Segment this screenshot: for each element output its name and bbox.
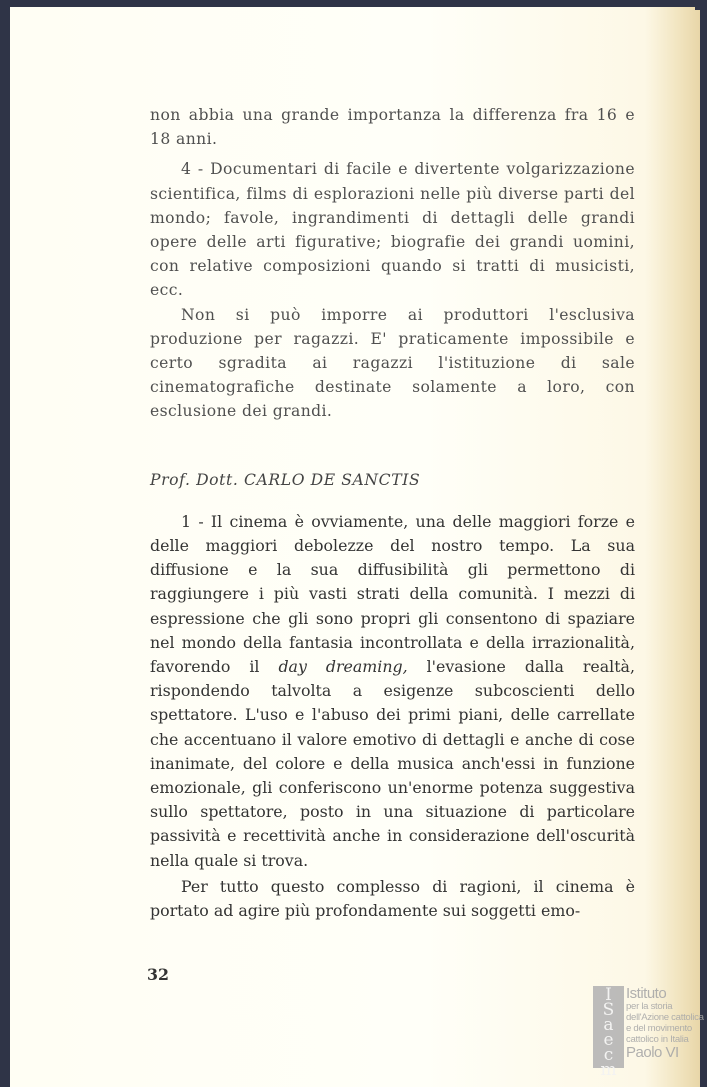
paragraph-item-4: 4 - Documentari di facile e divertente volgarizzazione scientifica, films di esplorazioni nelle più diverse parti del mondo; favole, ingrandimenti di dettagli delle grandi opere delle arti figurative; biografie dei grandi uomini, con relative composizioni quando si tratti di musicisti, ecc. bbox=[150, 160, 635, 300]
watermark-isacem bbox=[593, 985, 705, 1080]
logo-letter: e bbox=[603, 1030, 614, 1050]
logo-letter: I bbox=[605, 985, 612, 1005]
item-1-text-a: 1 - Il cinema è ovviamente, una delle maggiori forze e delle maggiori debolezze del nostro tempo. La sua diffusione e la sua diffusibilità gli permettono di raggiungere i più vasti strati della comunità. I mezzi di espressione che gli sono propri gli consentono di spaziare nel mondo della fantasia incontrollata e della irrazionalità, favorendo il bbox=[150, 511, 635, 677]
item-1-emphasis: day dreaming, bbox=[278, 657, 408, 677]
paragraph-producers: Non si può imporre ai produttori l'esclusiva produzione per ragazzi. E' praticamente impossibile e certo sgradita ai ragazzi l'istituzione di sale cinematografiche destinate solamente a loro, con esclusione dei grandi. bbox=[150, 305, 635, 421]
logo-letter: S bbox=[602, 1000, 615, 1020]
page-number: 32 bbox=[147, 965, 169, 984]
watermark-text bbox=[626, 986, 704, 1060]
logo-letter: c bbox=[603, 1045, 614, 1065]
watermark-line: dell'Azione cattolica bbox=[626, 1012, 704, 1023]
paragraph-continuation: non abbia una grande importanza la differenza fra 16 e 18 anni. bbox=[150, 106, 635, 149]
paragraph-item-1 bbox=[150, 510, 635, 873]
watermark-line: Paolo VI bbox=[626, 1044, 679, 1061]
spine-edge bbox=[695, 0, 707, 10]
paragraph-last: Per tutto questo complesso di ragioni, il cinema è portato ad agire più profondamente sui soggetti emo- bbox=[150, 876, 635, 921]
author-heading: Prof. Dott. CARLO DE SANCTIS bbox=[150, 470, 421, 489]
watermark-line: cattolico in Italia bbox=[626, 1034, 689, 1045]
watermark-line: e del movimento bbox=[626, 1023, 692, 1034]
logo-letter: m bbox=[600, 1060, 617, 1080]
watermark-logo bbox=[593, 985, 624, 1080]
item-1-text-b: l'evasione dalla realtà, rispondendo talvolta a esigenze subcoscienti dello spettatore. L'uso e l'abuso dei primi piani, delle carrellate che accentuano il valore emotivo di dettagli e anche di cose inanimate, del colore e della musica anch'essi in funzione emozionale, gli conferiscono un'enorme potenza suggestiva sullo spettatore, posto in una situazione di particolare passività e recettività anche in considerazione dell'oscurità nella quale si trova. bbox=[150, 657, 635, 870]
logo-letter: a bbox=[603, 1015, 614, 1035]
watermark-line: per la storia bbox=[626, 1001, 673, 1012]
watermark-line: Istituto bbox=[626, 985, 667, 1002]
page-body bbox=[150, 103, 635, 923]
book-page bbox=[10, 7, 700, 1087]
